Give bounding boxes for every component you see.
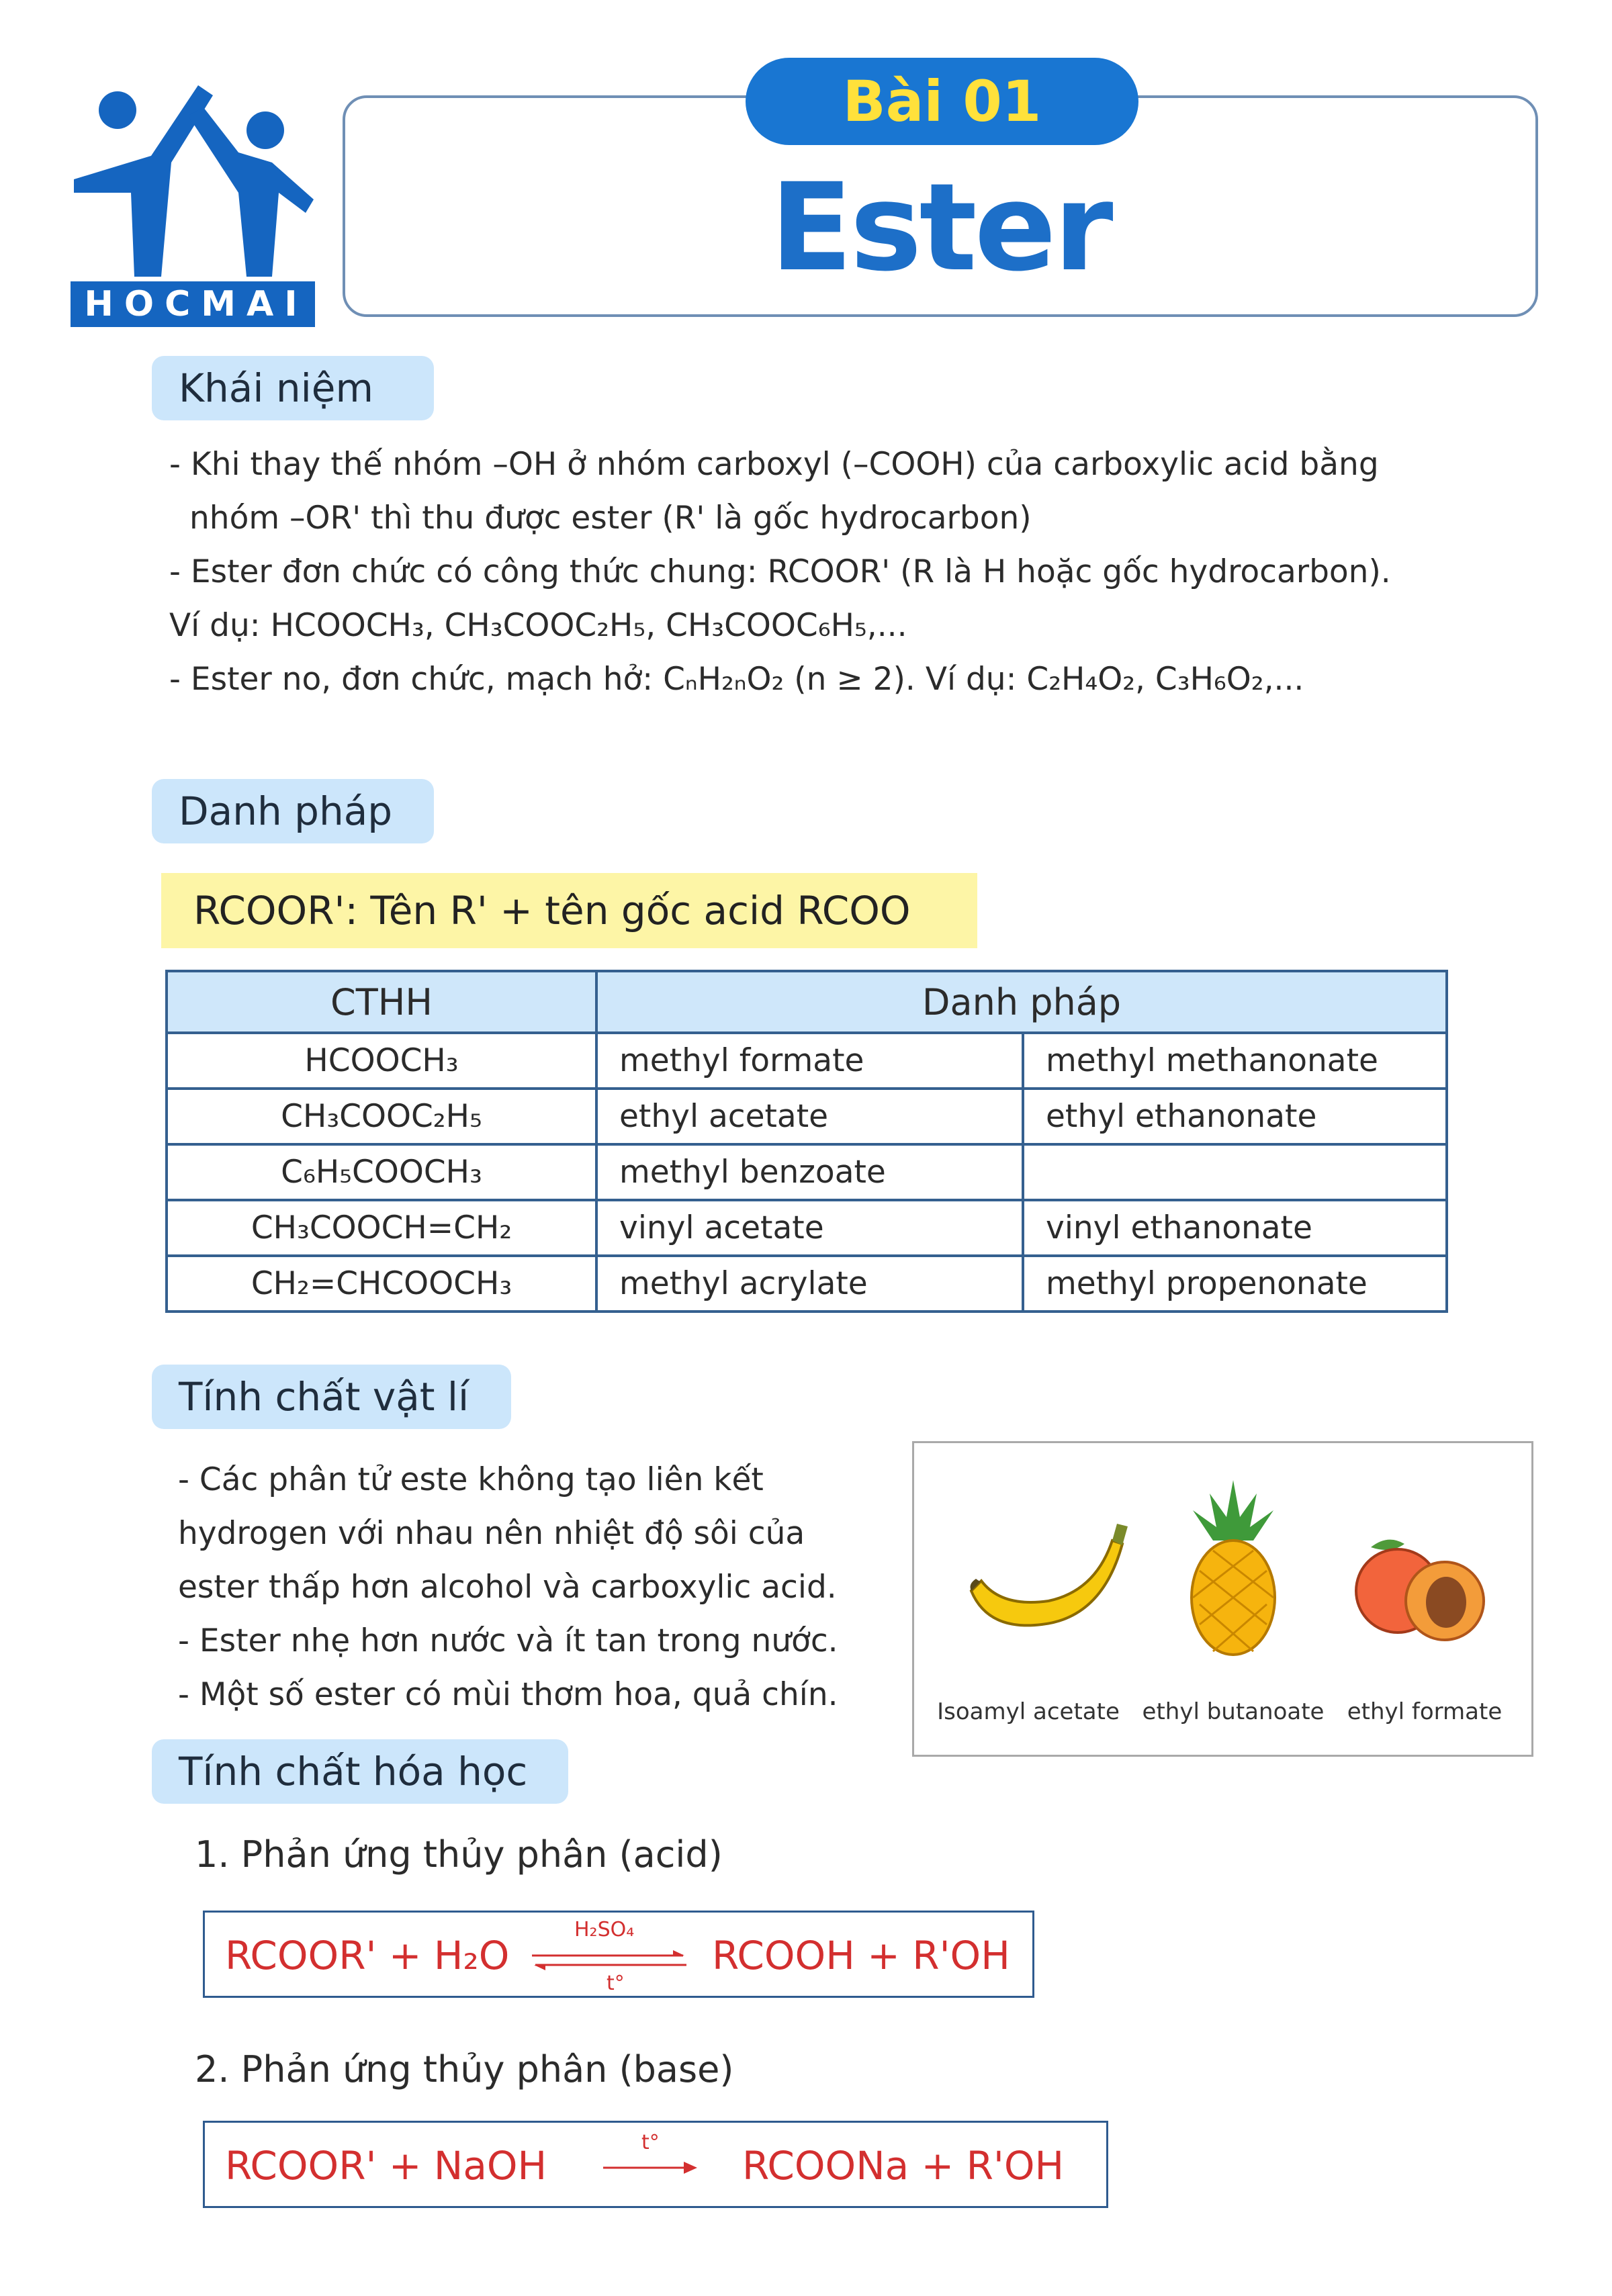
concept-line-1: - Khi thay thế nhóm –OH ở nhóm carboxyl (–COOH) của carboxylic acid bằng xyxy=(169,446,1379,483)
logo-figures-icon xyxy=(71,75,319,283)
cell-formula: CH₃COOC₂H₅ xyxy=(167,1089,596,1144)
banana-icon xyxy=(961,1517,1136,1645)
reaction-1-catalyst: H₂SO₄ xyxy=(574,1918,635,1941)
table-row xyxy=(167,1256,1447,1312)
physical-line-5: - Một số ester có mùi thơm hoa, quả chín. xyxy=(178,1676,838,1713)
fruit-label-isoamyl-acetate: Isoamyl acetate xyxy=(937,1698,1120,1725)
physical-line-4: - Ester nhẹ hơn nước và ít tan trong nước. xyxy=(178,1622,838,1659)
cell-formula: HCOOCH₃ xyxy=(167,1033,596,1089)
section-heading-nomenclature: Danh pháp xyxy=(152,779,434,843)
pineapple-icon xyxy=(1179,1477,1287,1658)
section-heading-physical: Tính chất vật lí xyxy=(152,1365,511,1429)
cell-iupac-name: ethyl ethanonate xyxy=(1023,1089,1447,1144)
example-label: Ví dụ: xyxy=(169,607,261,644)
reaction-2-reactants: RCOOR' + NaOH xyxy=(225,2143,547,2189)
physical-text xyxy=(178,1453,903,1722)
logo-text: HOCMAI xyxy=(71,281,315,327)
cell-formula: C₆H₅COOCH₃ xyxy=(167,1144,596,1200)
reaction-1-title: 1. Phản ứng thủy phân (acid) xyxy=(195,1833,723,1876)
reaction-1-products: RCOOH + R'OH xyxy=(712,1933,1010,1978)
table-header-formula: CTHH xyxy=(167,971,596,1033)
fruit-illustration-box xyxy=(912,1441,1533,1757)
table-row xyxy=(167,1200,1447,1256)
fruit-label-ethyl-formate: ethyl formate xyxy=(1347,1698,1503,1725)
cell-formula: CH₃COOCH=CH₂ xyxy=(167,1200,596,1256)
page-title: Ester xyxy=(770,158,1111,298)
reaction-1-box xyxy=(203,1911,1034,1998)
physical-line-2: hydrogen với nhau nên nhiệt độ sôi của xyxy=(178,1515,805,1552)
cell-iupac-name: methyl methanonate xyxy=(1023,1033,1447,1089)
example-label-2: Ví dụ: xyxy=(925,661,1017,698)
hocmai-logo xyxy=(71,75,319,330)
concept-line-3: - Ester đơn chức có công thức chung: RCOOR' (R là H hoặc gốc hydrocarbon). xyxy=(169,553,1391,590)
physical-line-1: - Các phân tử este không tạo liên kết xyxy=(178,1461,764,1498)
table-header-row xyxy=(167,971,1447,1033)
peach-icon xyxy=(1351,1534,1498,1648)
section-heading-chemical: Tính chất hóa học xyxy=(152,1739,568,1804)
table-row xyxy=(167,1033,1447,1089)
cell-common-name: ethyl acetate xyxy=(596,1089,1023,1144)
concept-line-2: nhóm –OR' thì thu được ester (R' là gốc hydrocarbon) xyxy=(189,500,1032,537)
reaction-1-reactants: RCOOR' + H₂O xyxy=(225,1933,510,1978)
reaction-2-box xyxy=(203,2121,1108,2208)
example-formulas: HCOOCH₃, CH₃COOC₂H₅, CH₃COOC₆H₅,... xyxy=(270,607,907,644)
nomenclature-table xyxy=(165,970,1448,1313)
cell-common-name: methyl acrylate xyxy=(596,1256,1023,1312)
general-formula: CₙH₂ₙO₂ (n ≥ 2). xyxy=(663,661,915,698)
reaction-2-condition: t° xyxy=(641,2131,660,2154)
cell-common-name: methyl benzoate xyxy=(596,1144,1023,1200)
physical-line-3: ester thấp hơn alcohol và carboxylic acid. xyxy=(178,1569,837,1606)
concept-text xyxy=(169,438,1499,706)
concept-line-4 xyxy=(169,599,1499,653)
cell-iupac-name xyxy=(1023,1144,1447,1200)
concept-line-5 xyxy=(169,653,1499,706)
nomenclature-rule: RCOOR': Tên R' + tên gốc acid RCOO xyxy=(161,873,977,948)
reaction-1-condition: t° xyxy=(607,1972,625,1995)
saturated-ester-label: - Ester no, đơn chức, mạch hở: xyxy=(169,661,654,698)
table-row xyxy=(167,1144,1447,1200)
table-header-name: Danh pháp xyxy=(596,971,1447,1033)
fruit-label-ethyl-butanoate: ethyl butanoate xyxy=(1142,1698,1325,1725)
cell-common-name: methyl formate xyxy=(596,1033,1023,1089)
cell-common-name: vinyl acetate xyxy=(596,1200,1023,1256)
example-formulas-2: C₂H₄O₂, C₃H₆O₂,... xyxy=(1026,661,1304,698)
arrow-right-icon xyxy=(600,2158,701,2178)
table-row xyxy=(167,1089,1447,1144)
cell-iupac-name: vinyl ethanonate xyxy=(1023,1200,1447,1256)
lesson-number-badge: Bài 01 xyxy=(746,58,1138,145)
equilibrium-arrow-icon xyxy=(529,1947,690,1974)
reaction-2-products: RCOONa + R'OH xyxy=(742,2143,1065,2189)
cell-formula: CH₂=CHCOOCH₃ xyxy=(167,1256,596,1312)
section-heading-concept: Khái niệm xyxy=(152,356,434,420)
cell-iupac-name: methyl propenonate xyxy=(1023,1256,1447,1312)
reaction-2-title: 2. Phản ứng thủy phân (base) xyxy=(195,2048,734,2091)
